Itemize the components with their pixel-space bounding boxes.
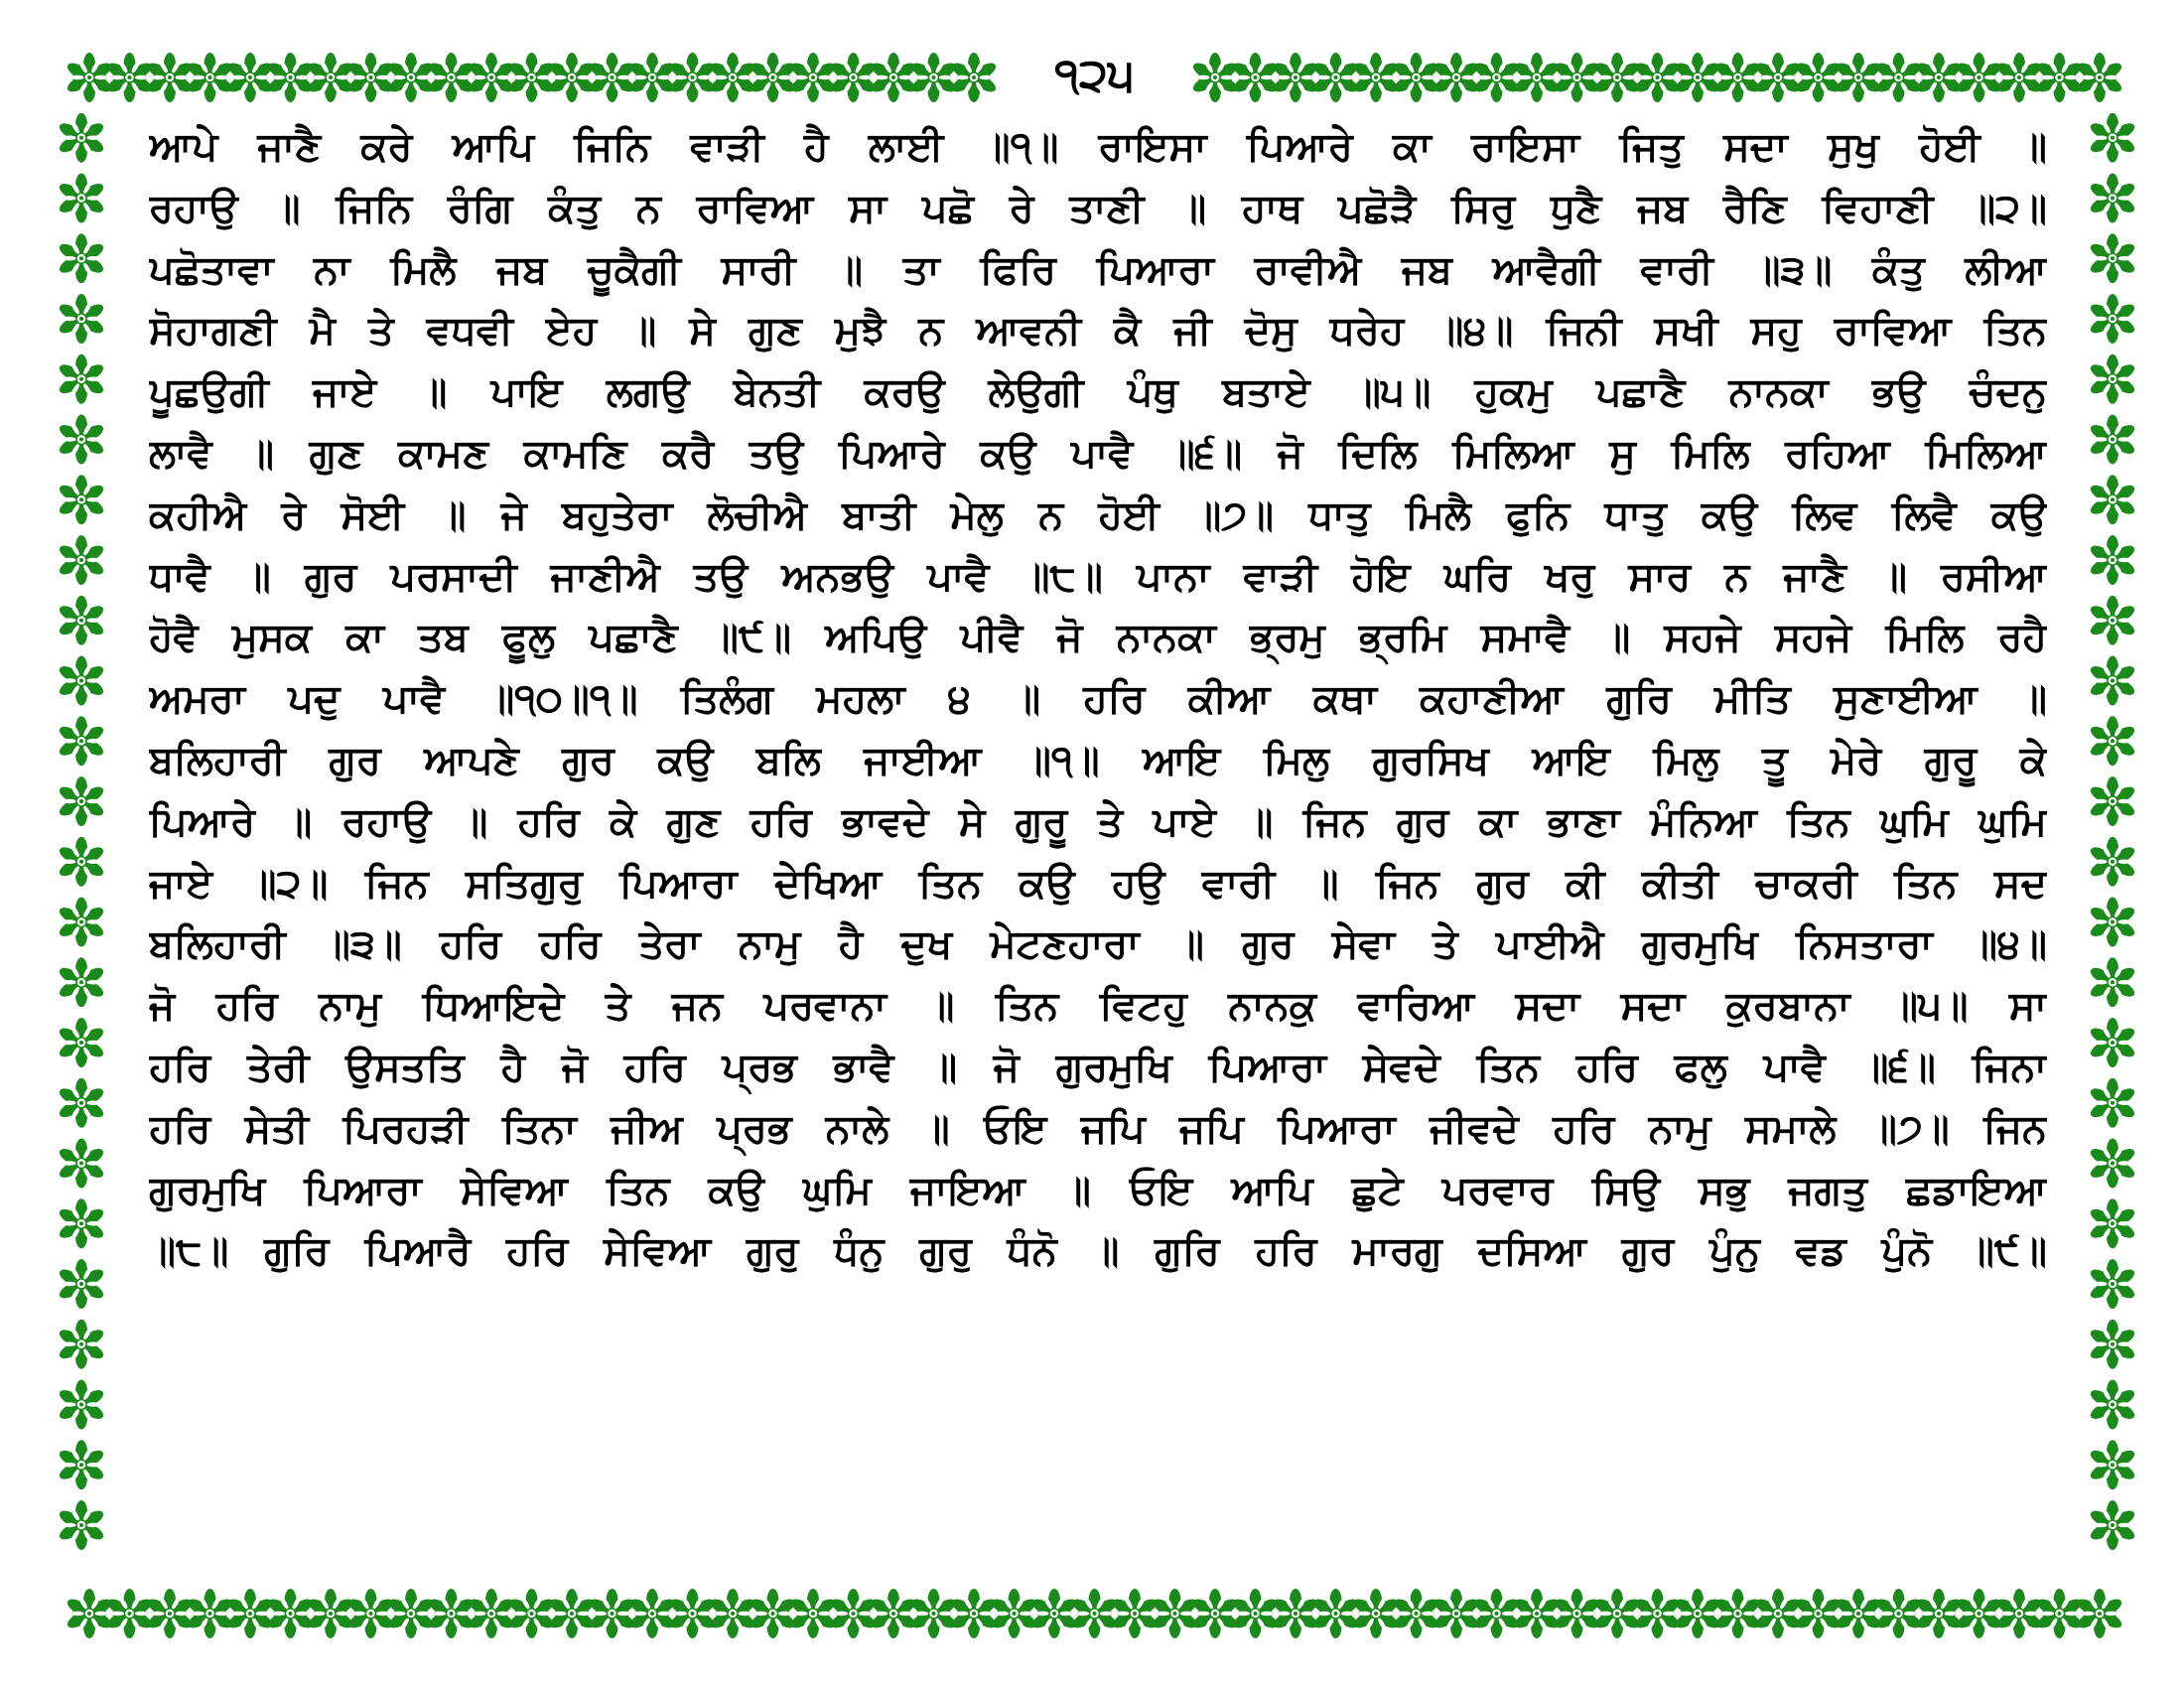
flower-icon bbox=[2088, 776, 2136, 826]
flower-icon bbox=[2088, 898, 2136, 947]
flower-icon bbox=[1351, 1589, 1400, 1638]
scripture-text-block bbox=[149, 117, 2047, 1283]
flower-icon bbox=[1472, 1589, 1521, 1638]
flower-icon bbox=[1834, 53, 1882, 102]
flower-icon bbox=[2088, 596, 2136, 645]
text-line: ਧਾਵੈ ॥ ਗੁਰ ਪਰਸਾਦੀ ਜਾਣੀਐ ਤਉ ਅਨਭਉ ਪਾਵੈ ॥੮॥ ਪਾਨਾ ਵਾੜੀ ਹੋਇ ਘਰਿ ਖਰੁ ਸਾਰ ਨ ਜਾਣੈ ॥ ਰਸੀਆ bbox=[149, 553, 2047, 600]
flower-icon bbox=[1472, 53, 1521, 102]
text-line: ਜੋ ਹਰਿ ਨਾਮੁ ਧਿਆਇਦੇ ਤੇ ਜਨ ਪਰਵਾਨਾ ॥ ਤਿਨ ਵਿਟਹੁ ਨਾਨਕੁ ਵਾਰਿਆ ਸਦਾ ਸਦਾ ਕੁਰਬਾਨਾ ॥੫॥ ਸਾ bbox=[149, 983, 2047, 1030]
flower-icon bbox=[105, 53, 154, 102]
flower-icon bbox=[627, 53, 676, 102]
flower-icon bbox=[57, 596, 105, 645]
text-line: ਹਰਿ ਸੇਤੀ ਪਿਰਹੜੀ ਤਿਨਾ ਜੀਅ ਪ੍ਰਭ ਨਾਲੇ ॥ ਓਇ ਜਪਿ ਜਪਿ ਪਿਆਰਾ ਜੀਵਦੇ ਹਰਿ ਨਾਮੁ ਸਮਾਲੇ ॥੭॥ ਜਿਨ bbox=[149, 1105, 2047, 1152]
flower-icon bbox=[1713, 1589, 1762, 1638]
flower-icon bbox=[57, 1259, 105, 1309]
flower-icon bbox=[57, 957, 105, 1007]
flower-icon bbox=[668, 53, 717, 102]
flower-icon bbox=[1874, 1589, 1923, 1638]
flower-icon bbox=[57, 837, 105, 887]
flower-icon bbox=[427, 53, 476, 102]
flower-icon bbox=[2088, 837, 2136, 887]
flower-icon bbox=[2035, 1589, 2084, 1638]
flower-icon bbox=[57, 1380, 105, 1430]
flower-icon bbox=[1190, 1589, 1239, 1638]
flower-icon bbox=[57, 233, 105, 283]
flower-icon bbox=[1512, 53, 1561, 102]
flower-icon bbox=[1190, 53, 1239, 102]
flower-icon bbox=[57, 174, 105, 223]
flower-icon bbox=[145, 53, 194, 102]
flower-icon bbox=[1753, 53, 1802, 102]
flower-icon bbox=[1794, 53, 1843, 102]
flower-icon bbox=[2088, 415, 2136, 465]
flower-icon bbox=[1311, 1589, 1360, 1638]
flower-icon bbox=[1151, 1589, 1199, 1638]
flower-icon bbox=[386, 1589, 435, 1638]
flower-icon bbox=[1271, 53, 1319, 102]
flower-icon bbox=[949, 53, 998, 102]
flower-icon bbox=[2088, 1440, 2136, 1489]
flower-icon bbox=[1271, 1589, 1319, 1638]
flower-icon bbox=[990, 1589, 1038, 1638]
flower-icon bbox=[57, 1500, 105, 1550]
flower-icon bbox=[507, 53, 556, 102]
flower-icon bbox=[1713, 53, 1762, 102]
flower-icon bbox=[57, 354, 105, 404]
flower-icon bbox=[57, 1320, 105, 1369]
flower-icon bbox=[225, 53, 274, 102]
flower-icon bbox=[2088, 656, 2136, 706]
text-line: ਆਪੇ ਜਾਣੈ ਕਰੇ ਆਪਿ ਜਿਨਿ ਵਾੜੀ ਹੈ ਲਾਈ ॥੧॥ ਰਾਇਸਾ ਪਿਆਰੇ ਕਾ ਰਾਇਸਾ ਜਿਤੁ ਸਦਾ ਸੁਖੁ ਹੋਈ ॥ bbox=[149, 124, 2047, 170]
flower-icon bbox=[346, 1589, 395, 1638]
flower-icon bbox=[2075, 1589, 2123, 1638]
flower-icon bbox=[749, 53, 797, 102]
flower-icon bbox=[668, 1589, 717, 1638]
flower-icon bbox=[1994, 53, 2043, 102]
flower-icon bbox=[1512, 1589, 1561, 1638]
flower-icon bbox=[1794, 1589, 1843, 1638]
flower-icon bbox=[1994, 1589, 2043, 1638]
flower-icon bbox=[1955, 53, 2003, 102]
flower-icon bbox=[2088, 1259, 2136, 1309]
flower-icon bbox=[105, 1589, 154, 1638]
flower-icon bbox=[57, 294, 105, 344]
flower-icon bbox=[869, 1589, 917, 1638]
flower-icon bbox=[749, 1589, 797, 1638]
flower-icon bbox=[427, 1589, 476, 1638]
flower-icon bbox=[1029, 1589, 1078, 1638]
flower-icon bbox=[346, 53, 395, 102]
flower-icon bbox=[57, 776, 105, 826]
flower-icon bbox=[627, 1589, 676, 1638]
flower-icon bbox=[57, 1198, 105, 1248]
flower-icon bbox=[1633, 1589, 1682, 1638]
flower-icon bbox=[788, 1589, 837, 1638]
flower-icon bbox=[708, 1589, 756, 1638]
flower-icon bbox=[2088, 1320, 2136, 1369]
flower-icon bbox=[306, 53, 354, 102]
text-line: ਪਿਆਰੇ ॥ ਰਹਾਉ ॥ ਹਰਿ ਕੇ ਗੁਣ ਹਰਿ ਭਾਵਦੇ ਸੇ ਗੁਰੂ ਤੇ ਪਾਏ ॥ ਜਿਨ ਗੁਰ ਕਾ ਭਾਣਾ ਮੰਨਿਆ ਤਿਨ ਘੁਮਿ ਘੁਮਿ bbox=[149, 798, 2047, 845]
flower-icon bbox=[1633, 53, 1682, 102]
flower-icon bbox=[909, 53, 958, 102]
flower-icon bbox=[266, 53, 315, 102]
flower-icon bbox=[829, 1589, 878, 1638]
flower-icon bbox=[2075, 53, 2123, 102]
flower-icon bbox=[2088, 1500, 2136, 1550]
flower-icon bbox=[266, 1589, 315, 1638]
flower-icon bbox=[57, 535, 105, 585]
flower-icon bbox=[1914, 53, 1963, 102]
flower-icon bbox=[2088, 233, 2136, 283]
flower-icon bbox=[2088, 294, 2136, 344]
flower-icon bbox=[1432, 1589, 1480, 1638]
flower-icon bbox=[788, 53, 837, 102]
flower-icon bbox=[1592, 1589, 1641, 1638]
flower-icon bbox=[869, 53, 917, 102]
text-line: ਰਹਾਉ ॥ ਜਿਨਿ ਰੰਗਿ ਕੰਤੁ ਨ ਰਾਵਿਆ ਸਾ ਪਛੋ ਰੇ ਤਾਣੀ ॥ ਹਾਥ ਪਛੋੜੈ ਸਿਰੁ ਧੁਣੈ ਜਬ ਰੈਣਿ ਵਿਹਾਣੀ ॥੨॥ bbox=[149, 185, 2047, 231]
text-line: ਬਲਿਹਾਰੀ ॥੩॥ ਹਰਿ ਹਰਿ ਤੇਰਾ ਨਾਮੁ ਹੈ ਦੁਖ ਮੇਟਣਹਾਰਾ ॥ ਗੁਰ ਸੇਵਾ ਤੇ ਪਾਈਐ ਗੁਰਮੁਖਿ ਨਿਸਤਾਰਾ ॥੪॥ bbox=[149, 921, 2047, 968]
text-line: ਪੂਛਉਗੀ ਜਾਏ ॥ ਪਾਇ ਲਗਉ ਬੇਨਤੀ ਕਰਉ ਲੇਉਗੀ ਪੰਥੁ ਬਤਾਏ ॥੫॥ ਹੁਕਮੁ ਪਛਾਣੈ ਨਾਨਕਾ ਭਉ ਚੰਦਨੁ bbox=[149, 369, 2047, 416]
flower-icon bbox=[57, 716, 105, 766]
flower-icon bbox=[2088, 957, 2136, 1007]
flower-icon bbox=[186, 1589, 234, 1638]
flower-icon bbox=[1914, 1589, 1963, 1638]
flower-icon bbox=[1673, 1589, 1721, 1638]
flower-icon bbox=[2088, 174, 2136, 223]
flower-icon bbox=[1231, 1589, 1280, 1638]
flower-icon bbox=[57, 1139, 105, 1189]
flower-icon bbox=[306, 1589, 354, 1638]
flower-icon bbox=[1753, 1589, 1802, 1638]
flower-icon bbox=[2035, 53, 2084, 102]
flower-icon bbox=[909, 1589, 958, 1638]
flower-icon bbox=[1311, 53, 1360, 102]
flower-icon bbox=[2088, 1078, 2136, 1128]
flower-icon bbox=[708, 53, 756, 102]
flower-icon bbox=[57, 1078, 105, 1128]
flower-icon bbox=[547, 53, 596, 102]
flower-icon bbox=[1553, 53, 1601, 102]
flower-icon bbox=[2088, 1139, 2136, 1189]
text-line: ਕਹੀਐ ਰੇ ਸੋਈ ॥ ਜੇ ਬਹੁਤੇਰਾ ਲੋਚੀਐ ਬਾਤੀ ਮੇਲੁ ਨ ਹੋਈ ॥੭॥ ਧਾਤੁ ਮਿਲੈ ਫੁਨਿ ਧਾਤੁ ਕਉ ਲਿਵ ਲਿਵੈ ਕਉ bbox=[149, 492, 2047, 538]
flower-icon bbox=[467, 53, 515, 102]
flower-icon bbox=[57, 1018, 105, 1067]
flower-icon bbox=[547, 1589, 596, 1638]
flower-icon bbox=[57, 1440, 105, 1489]
flower-icon bbox=[1432, 53, 1480, 102]
flower-icon bbox=[57, 656, 105, 706]
flower-icon bbox=[2088, 535, 2136, 585]
flower-icon bbox=[1392, 1589, 1440, 1638]
flower-icon bbox=[2088, 354, 2136, 404]
flower-icon bbox=[2088, 1018, 2136, 1067]
text-line: ਗੁਰਮੁਖਿ ਪਿਆਰਾ ਸੇਵਿਆ ਤਿਨ ਕਉ ਘੁਮਿ ਜਾਇਆ ॥ ਓਇ ਆਪਿ ਛੁਟੇ ਪਰਵਾਰ ਸਿਉ ਸਭੁ ਜਗਤੁ ਛਡਾਇਆ bbox=[149, 1167, 2047, 1213]
flower-icon bbox=[1110, 1589, 1159, 1638]
flower-icon bbox=[1553, 1589, 1601, 1638]
flower-icon bbox=[57, 415, 105, 465]
text-line: ਲਾਵੈ ॥ ਗੁਣ ਕਾਮਣ ਕਾਮਣਿ ਕਰੈ ਤਉ ਪਿਆਰੇ ਕਉ ਪਾਵੈ ॥੬॥ ਜੋ ਦਿਲਿ ਮਿਲਿਆ ਸੁ ਮਿਲਿ ਰਹਿਆ ਮਿਲਿਆ bbox=[149, 430, 2047, 477]
flower-icon bbox=[1834, 1589, 1882, 1638]
flower-icon bbox=[57, 113, 105, 163]
flower-icon bbox=[467, 1589, 515, 1638]
flower-icon bbox=[57, 898, 105, 947]
flower-icon bbox=[2088, 1198, 2136, 1248]
flower-icon bbox=[1955, 1589, 2003, 1638]
text-line: ਪਛੋਤਾਵਾ ਨਾ ਮਿਲੈ ਜਬ ਚੂਕੈਗੀ ਸਾਰੀ ॥ ਤਾ ਫਿਰਿ ਪਿਆਰਾ ਰਾਵੀਐ ਜਬ ਆਵੈਗੀ ਵਾਰੀ ॥੩॥ ਕੰਤੁ ਲੀਆ bbox=[149, 246, 2047, 293]
flower-icon bbox=[829, 53, 878, 102]
flower-icon bbox=[2088, 113, 2136, 163]
text-line: ਸੋਹਾਗਣੀ ਮੈ ਤੇ ਵਧਵੀ ਏਹ ॥ ਸੇ ਗੁਣ ਮੁਝੈ ਨ ਆਵਨੀ ਕੈ ਜੀ ਦੋਸੁ ਧਰੇਹ ॥੪॥ ਜਿਨੀ ਸਖੀ ਸਹੁ ਰਾਵਿਆ ਤਿਨ bbox=[149, 308, 2047, 354]
text-line: ਬਲਿਹਾਰੀ ਗੁਰ ਆਪਣੇ ਗੁਰ ਕਉ ਬਲਿ ਜਾਈਆ ॥੧॥ ਆਇ ਮਿਲੁ ਗੁਰਸਿਖ ਆਇ ਮਿਲੁ ਤੂ ਮੇਰੇ ਗੁਰੂ ਕੇ bbox=[149, 737, 2047, 783]
flower-icon bbox=[949, 1589, 998, 1638]
flower-icon bbox=[1874, 53, 1923, 102]
text-line: ਜਾਏ ॥੨॥ ਜਿਨ ਸਤਿਗੁਰੁ ਪਿਆਰਾ ਦੇਖਿਆ ਤਿਨ ਕਉ ਹਉ ਵਾਰੀ ॥ ਜਿਨ ਗੁਰ ਕੀ ਕੀਤੀ ਚਾਕਰੀ ਤਿਨ ਸਦ bbox=[149, 860, 2047, 907]
page-number: ੧੨੫ bbox=[1018, 40, 1171, 109]
text-line: ॥੮॥ ਗੁਰਿ ਪਿਆਰੈ ਹਰਿ ਸੇਵਿਆ ਗੁਰੁ ਧੰਨੁ ਗੁਰੁ ਧੰਨੋ ॥ ਗੁਰਿ ਹਰਿ ਮਾਰਗੁ ਦਸਿਆ ਗੁਰ ਪੁੰਨੁ ਵਡ ਪੁੰਨੋ ॥੯॥ bbox=[149, 1228, 2047, 1275]
flower-icon bbox=[225, 1589, 274, 1638]
flower-icon bbox=[2088, 1380, 2136, 1430]
flower-icon bbox=[507, 1589, 556, 1638]
flower-icon bbox=[186, 53, 234, 102]
text-line: ਹੋਵੈ ਮੁਸਕ ਕਾ ਤਬ ਫੂਲੁ ਪਛਾਣੈ ॥੯॥ ਅਪਿਉ ਪੀਵੈ ਜੋ ਨਾਨਕਾ ਭ੍ਰਮੁ ਭ੍ਰਮਿ ਸਮਾਵੈ ॥ ਸਹਜੇ ਸਹਜੇ ਮਿਲਿ ਰਹੈ bbox=[149, 615, 2047, 661]
flower-icon bbox=[2088, 475, 2136, 524]
flower-icon bbox=[588, 53, 636, 102]
flower-icon bbox=[588, 1589, 636, 1638]
flower-icon bbox=[1231, 53, 1280, 102]
flower-icon bbox=[65, 1589, 113, 1638]
flower-icon bbox=[57, 475, 105, 524]
flower-icon bbox=[1673, 53, 1721, 102]
flower-icon bbox=[1592, 53, 1641, 102]
flower-icon bbox=[1392, 53, 1440, 102]
flower-icon bbox=[2088, 716, 2136, 766]
flower-icon bbox=[1070, 1589, 1119, 1638]
text-line: ਅਮਰਾ ਪਦੁ ਪਾਵੈ ॥੧੦॥੧॥ ਤਿਲੰਗ ਮਹਲਾ ੪ ॥ ਹਰਿ ਕੀਆ ਕਥਾ ਕਹਾਣੀਆ ਗੁਰਿ ਮੀਤਿ ਸੁਣਾਈਆ ॥ bbox=[149, 676, 2047, 723]
flower-icon bbox=[145, 1589, 194, 1638]
flower-icon bbox=[386, 53, 435, 102]
flower-icon bbox=[1351, 53, 1400, 102]
text-line: ਹਰਿ ਤੇਰੀ ਉਸਤਤਿ ਹੈ ਜੋ ਹਰਿ ਪ੍ਰਭ ਭਾਵੈ ॥ ਜੋ ਗੁਰਮੁਖਿ ਪਿਆਰਾ ਸੇਵਦੇ ਤਿਨ ਹਰਿ ਫਲੁ ਪਾਵੈ ॥੬॥ ਜਿਨਾ bbox=[149, 1044, 2047, 1090]
flower-icon bbox=[65, 53, 113, 102]
